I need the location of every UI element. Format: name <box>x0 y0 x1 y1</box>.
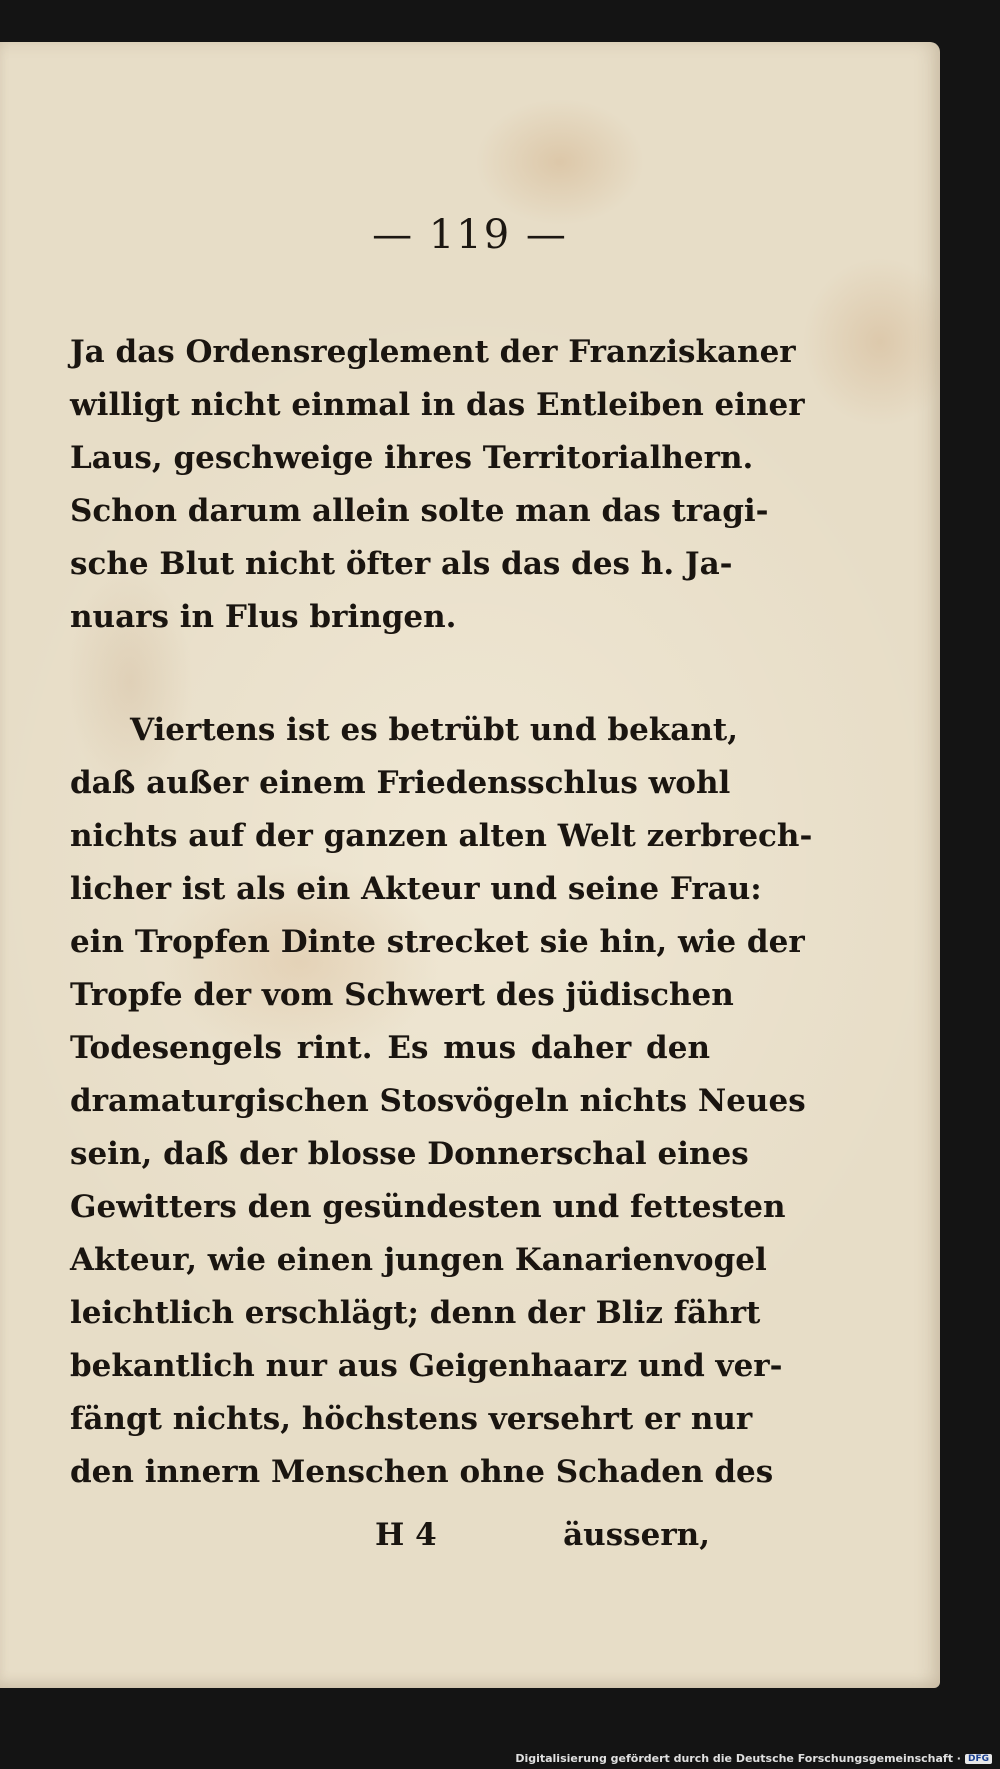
text-line: Viertens ist es betrübt und bekant, <box>130 712 739 748</box>
text-line: leichtlich erschlägt; denn der Bliz fährt <box>70 1295 761 1331</box>
text-line: Tropfe der vom Schwert des jüdischen <box>70 977 734 1013</box>
text-line: ein Tropfen Dinte strecket sie hin, wie der <box>70 924 805 960</box>
text-line: sein, daß der blosse Donnerschal eines <box>70 1136 749 1172</box>
text-line: bekantlich nur aus Geigenhaarz und ver- <box>70 1348 783 1384</box>
digitization-credit <box>515 1752 992 1765</box>
page-footer <box>70 1517 710 1567</box>
paragraph-2 <box>70 704 813 1499</box>
text-line: Gewitters den gesündesten und fettesten <box>70 1189 786 1225</box>
text-line: Schon darum allein solte man das tragi- <box>70 493 769 529</box>
dfg-logo-icon: DFG <box>965 1754 992 1764</box>
page-number-header: — 119 — <box>372 212 568 258</box>
text-line: Todesengels rint. Es mus daher den <box>70 1030 710 1066</box>
text-line: licher ist als ein Akteur und seine Frau: <box>70 871 762 907</box>
paragraph-1 <box>70 326 805 644</box>
text-line: daß außer einem Friedensschlus wohl <box>70 765 731 801</box>
text-line: Akteur, wie einen jungen Kanarienvogel <box>70 1242 767 1278</box>
text-line: fängt nichts, höchstens versehrt er nur <box>70 1401 753 1437</box>
text-line: sche Blut nicht öfter als das des h. Ja- <box>70 546 733 582</box>
text-line: willigt nicht einmal in das Entleiben einer <box>70 387 805 423</box>
text-line: nuars in Flus bringen. <box>70 599 457 635</box>
signature-mark: H 4 <box>375 1517 437 1553</box>
text-line: Ja das Ordensreglement der Franziskaner <box>70 334 796 370</box>
credit-text: Digitalisierung gefördert durch die Deutsche Forschungsgemeinschaft · <box>515 1752 961 1765</box>
text-line: Laus, geschweige ihres Territorialhern. <box>70 440 754 476</box>
catchword: äussern, <box>563 1517 710 1553</box>
book-page <box>0 42 940 1688</box>
text-line: dramaturgischen Stosvögeln nichts Neues <box>70 1083 806 1119</box>
text-line: nichts auf der ganzen alten Welt zerbrech- <box>70 818 813 854</box>
text-line: den innern Menschen ohne Schaden des <box>70 1454 774 1490</box>
